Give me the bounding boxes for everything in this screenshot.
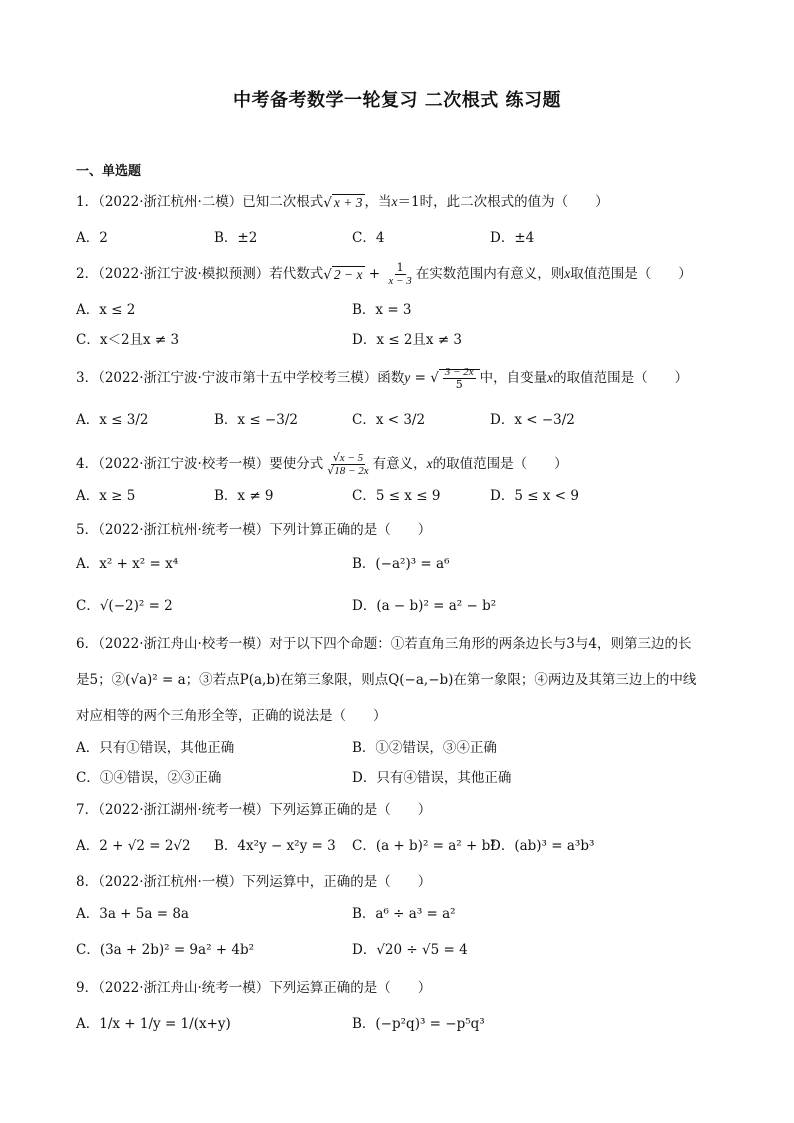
q6-option-d[interactable]: D．只有④错误，其他正确 [352, 770, 512, 786]
q9-option-b[interactable]: B．(−p²q)³ = −p⁵q³ [352, 1016, 485, 1032]
q3-option-d[interactable]: D．x < −3/2 [490, 412, 575, 428]
question-9-stem: 9．（2022·浙江舟山·统考一模）下列运算正确的是（ ） [76, 980, 432, 996]
q7-option-a[interactable]: A．2 + √2 = 2√2 [76, 838, 191, 854]
question-3-stem: 3．（2022·浙江宁波·宁波市第十五中学校考三模）函数y = √ $\frac{3 - 2x}{5}$ 中，自变量x的取值范围是（ ） [76, 366, 689, 391]
q2-option-c[interactable]: C．x＜2且x ≠ 3 [76, 332, 180, 348]
q8-option-b[interactable]: B．a⁶ ÷ a³ = a² [352, 906, 456, 922]
q2-option-d[interactable]: D．x ≤ 2且x ≠ 3 [352, 332, 463, 348]
q1-text-a: 1．（2022·浙江杭州·二模）已知二次根式 [76, 194, 324, 210]
section-heading: 一、单选题 [76, 164, 142, 179]
q8-option-d[interactable]: D．√20 ÷ √5 = 4 [352, 942, 468, 958]
sqrt-symbol: √ x + 3 [323, 194, 363, 211]
q2-option-b[interactable]: B．x = 3 [352, 302, 412, 318]
q1-option-d[interactable]: D．±4 [490, 230, 535, 246]
q6-option-a[interactable]: A．只有①错误，其他正确 [76, 740, 235, 756]
q1-option-b[interactable]: B．±2 [214, 230, 258, 246]
question-7-stem: 7．（2022·浙江湖州·统考一模）下列运算正确的是（ ） [76, 802, 432, 818]
question-8-stem: 8．（2022·浙江杭州·一模）下列运算中，正确的是（ ） [76, 874, 432, 890]
q4-option-d[interactable]: D．5 ≤ x < 9 [490, 488, 579, 504]
q6-option-c[interactable]: C．①④错误，②③正确 [76, 770, 222, 786]
page-title: 中考备考数学一轮复习 二次根式 练习题 [232, 90, 562, 111]
q6-option-b[interactable]: B．①②错误，③④正确 [352, 740, 497, 756]
question-1-stem: 1．（2022·浙江杭州·二模）已知二次根式√ x + 3 ，当x＝1时，此二次根式的值为（ ） [76, 194, 609, 211]
q5-option-d[interactable]: D．(a − b)² = a² − b² [352, 598, 497, 614]
q1-option-c[interactable]: C．4 [352, 230, 385, 246]
q1-text-b: ，当 [364, 194, 392, 210]
q5-option-a[interactable]: A．x² + x² = x⁴ [76, 556, 179, 572]
question-6-stem-line1: 6．（2022·浙江舟山·校考一模）对于以下四个命题：①若直角三角形的两条边长与3与4，则第三边的长 [76, 636, 692, 652]
question-6-stem-line2: 是5；②(√a)² = a；③若点P(a,b)在第三象限，则点Q(−a,−b)在第一象限；④两边及其第三边上的中线 [76, 672, 697, 688]
q1-option-a[interactable]: A．2 [76, 230, 108, 246]
q2-option-a[interactable]: A．x ≤ 2 [76, 302, 136, 318]
question-4-stem: 4．（2022·浙江宁波·校考一模）要使分式 $\frac{√x - 5}{√18 - 2x}$ 有意义，x的取值范围是（ ） [76, 451, 568, 477]
q3-option-a[interactable]: A．x ≤ 3/2 [76, 412, 149, 428]
q3-option-b[interactable]: B．x ≤ −3/2 [214, 412, 298, 428]
q4-option-b[interactable]: B．x ≠ 9 [214, 488, 274, 504]
q4-option-c[interactable]: C．5 ≤ x ≤ 9 [352, 488, 441, 504]
q7-option-c[interactable]: C．(a + b)² = a² + b² [352, 838, 496, 854]
q9-option-a[interactable]: A．1/x + 1/y = 1/(x+y) [76, 1016, 231, 1032]
q7-option-b[interactable]: B．4x²y − x²y = 3 [214, 838, 336, 854]
q5-option-b[interactable]: B．(−a²)³ = a⁶ [352, 556, 450, 572]
q7-option-d[interactable]: D．(ab)³ = a³b³ [490, 838, 595, 854]
question-2-stem: 2．（2022·浙江宁波·模拟预测）若代数式√ 2 − x + $\frac{1}{x - 3}$ 在实数范围内有意义，则x取值范围是（ ） [76, 261, 692, 287]
question-6-stem-line3: 对应相等的两个三角形全等，正确的说法是（ ） [76, 708, 387, 724]
question-5-stem: 5．（2022·浙江杭州·统考一模）下列计算正确的是（ ） [76, 522, 432, 538]
q4-option-a[interactable]: A．x ≥ 5 [76, 488, 136, 504]
q3-option-c[interactable]: C．x < 3/2 [352, 412, 426, 428]
q5-option-c[interactable]: C．√(−2)² = 2 [76, 598, 173, 614]
q8-option-c[interactable]: C．(3a + 2b)² = 9a² + 4b² [76, 942, 255, 958]
q8-option-a[interactable]: A．3a + 5a = 8a [76, 906, 189, 922]
